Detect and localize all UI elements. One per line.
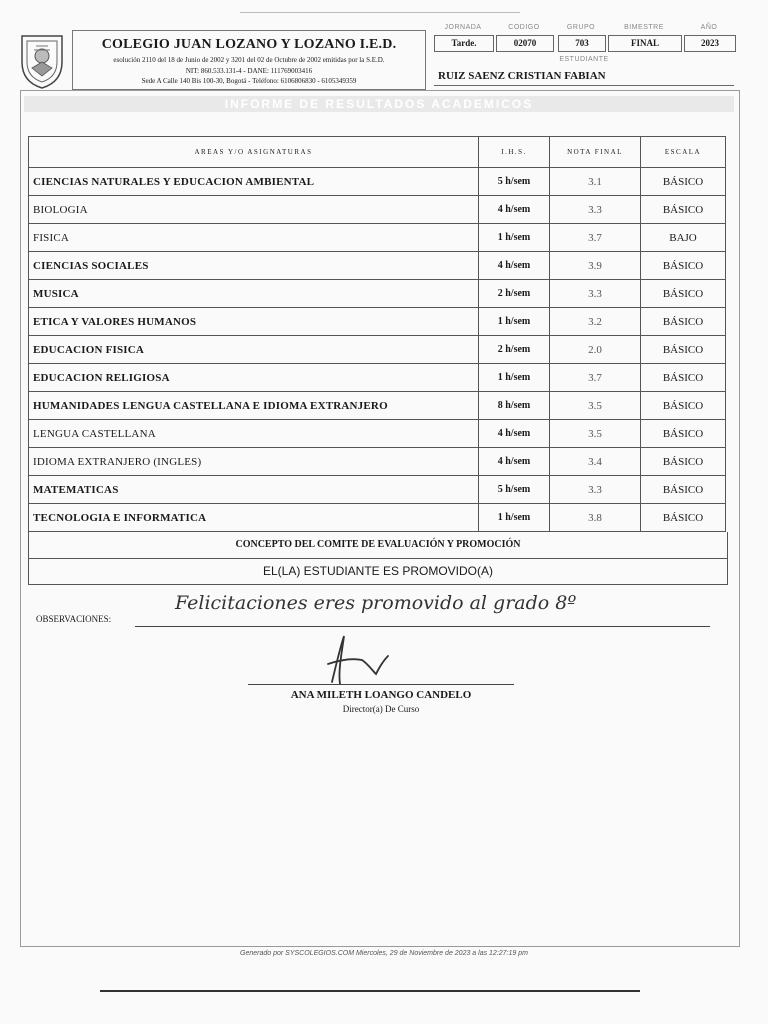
subject-cell: IDIOMA EXTRANJERO (INGLES): [29, 448, 479, 476]
jornada-value: Tarde.: [434, 35, 494, 52]
observations-label: OBSERVACIONES:: [36, 614, 112, 624]
promotion-result: EL(LA) ESTUDIANTE ES PROMOVIDO(A): [28, 558, 728, 585]
header-ihs: I.H.S.: [479, 137, 550, 168]
nota-final-cell: 3.5: [550, 420, 641, 448]
student-name: RUIZ SAENZ CRISTIAN FABIAN: [438, 70, 606, 82]
escala-cell: BÁSICO: [641, 476, 726, 504]
school-name: COLEGIO JUAN LOZANO Y LOZANO I.E.D.: [101, 37, 397, 52]
table-row: [29, 364, 726, 392]
anio-label: AÑO: [700, 24, 718, 31]
ihs-cell: 1 h/sem: [479, 504, 550, 532]
escala-cell: BÁSICO: [641, 280, 726, 308]
observations-handwritten: Felicitaciones eres promovido al grado 8º: [175, 592, 577, 614]
grades-table: [28, 136, 726, 532]
header-escala: ESCALA: [641, 137, 726, 168]
ihs-cell: 8 h/sem: [479, 392, 550, 420]
subject-cell: ETICA Y VALORES HUMANOS: [29, 308, 479, 336]
subject-cell: EDUCACION FISICA: [29, 336, 479, 364]
table-row: [29, 308, 726, 336]
subject-cell: CIENCIAS NATURALES Y EDUCACION AMBIENTAL: [29, 168, 479, 196]
generated-footer: Generado por SYSCOLEGIOS.COM Miercoles, 29 de Noviembre de 2023 a las 12:27:19 pm: [240, 950, 528, 957]
subject-cell: MATEMATICAS: [29, 476, 479, 504]
school-info-box: [72, 30, 426, 90]
director-name: ANA MILETH LOANGO CANDELO: [290, 689, 472, 701]
bimestre-value: FINAL: [608, 35, 682, 52]
anio-value: 2023: [684, 35, 736, 52]
student-box: [434, 65, 734, 86]
table-row: [29, 252, 726, 280]
top-scan-line: [240, 12, 520, 13]
table-row: [29, 504, 726, 532]
bottom-scan-line: [100, 990, 640, 992]
ihs-cell: 2 h/sem: [479, 280, 550, 308]
table-row: [29, 168, 726, 196]
escala-cell: BAJO: [641, 224, 726, 252]
header-nota: NOTA FINAL: [550, 137, 641, 168]
table-row: [29, 420, 726, 448]
committee-concept-title: CONCEPTO DEL COMITE DE EVALUACIÓN Y PROMOCIÓN: [28, 532, 728, 559]
escala-cell: BÁSICO: [641, 364, 726, 392]
ihs-cell: 4 h/sem: [479, 420, 550, 448]
subject-cell: EDUCACION RELIGIOSA: [29, 364, 479, 392]
table-row: [29, 224, 726, 252]
nota-final-cell: 3.3: [550, 280, 641, 308]
school-nit: NIT: 860.533.131-4 - DANE: 111769003416: [185, 67, 313, 75]
ihs-cell: 4 h/sem: [479, 448, 550, 476]
nota-final-cell: 3.8: [550, 504, 641, 532]
escala-cell: BÁSICO: [641, 420, 726, 448]
codigo-label: CODIGO: [508, 24, 540, 31]
nota-final-cell: 3.3: [550, 196, 641, 224]
jornada-label: JORNADA: [444, 24, 482, 31]
ihs-cell: 1 h/sem: [479, 308, 550, 336]
subject-cell: LENGUA CASTELLANA: [29, 420, 479, 448]
ihs-cell: 5 h/sem: [479, 476, 550, 504]
school-resolution: esolución 2110 del 18 de Junio de 2002 y 3201 del 02 de Octubre de 2002 emitidas por la S.E.D.: [113, 56, 385, 64]
report-title: INFORME DE RESULTADOS ACADEMICOS: [24, 96, 734, 112]
ihs-cell: 2 h/sem: [479, 336, 550, 364]
header-subject: AREAS Y/O ASIGNATURAS: [29, 137, 479, 168]
subject-cell: FISICA: [29, 224, 479, 252]
school-crest-icon: [18, 32, 66, 90]
escala-cell: BÁSICO: [641, 336, 726, 364]
nota-final-cell: 3.9: [550, 252, 641, 280]
table-header-row: [29, 137, 726, 168]
nota-final-cell: 3.7: [550, 364, 641, 392]
table-row: [29, 392, 726, 420]
grupo-label: GRUPO: [566, 24, 596, 31]
observations-line: [135, 626, 710, 627]
table-row: [29, 280, 726, 308]
ihs-cell: 1 h/sem: [479, 224, 550, 252]
nota-final-cell: 3.1: [550, 168, 641, 196]
codigo-value: 02070: [496, 35, 554, 52]
ihs-cell: 1 h/sem: [479, 364, 550, 392]
escala-cell: BÁSICO: [641, 392, 726, 420]
school-address: Sede A Calle 140 Bis 100-30, Bogotá - Teléfono: 6106806830 - 6105349359: [141, 77, 357, 85]
nota-final-cell: 3.2: [550, 308, 641, 336]
director-signature: [310, 630, 420, 690]
nota-final-cell: 3.5: [550, 392, 641, 420]
escala-cell: BÁSICO: [641, 448, 726, 476]
ihs-cell: 4 h/sem: [479, 252, 550, 280]
student-label: ESTUDIANTE: [559, 56, 609, 63]
bimestre-label: BIMESTRE: [624, 24, 664, 31]
table-row: [29, 448, 726, 476]
escala-cell: BÁSICO: [641, 196, 726, 224]
grupo-value: 703: [558, 35, 606, 52]
ihs-cell: 4 h/sem: [479, 196, 550, 224]
escala-cell: BÁSICO: [641, 308, 726, 336]
escala-cell: BÁSICO: [641, 252, 726, 280]
escala-cell: BÁSICO: [641, 504, 726, 532]
subject-cell: TECNOLOGIA E INFORMATICA: [29, 504, 479, 532]
nota-final-cell: 2.0: [550, 336, 641, 364]
table-row: [29, 336, 726, 364]
escala-cell: BÁSICO: [641, 168, 726, 196]
subject-cell: HUMANIDADES LENGUA CASTELLANA E IDIOMA EXTRANJERO: [29, 392, 479, 420]
nota-final-cell: 3.7: [550, 224, 641, 252]
table-row: [29, 196, 726, 224]
nota-final-cell: 3.3: [550, 476, 641, 504]
subject-cell: BIOLOGIA: [29, 196, 479, 224]
subject-cell: CIENCIAS SOCIALES: [29, 252, 479, 280]
ihs-cell: 5 h/sem: [479, 168, 550, 196]
subject-cell: MUSICA: [29, 280, 479, 308]
table-row: [29, 476, 726, 504]
signature-line: [248, 684, 514, 685]
director-role: Director(a) De Curso: [342, 704, 420, 714]
nota-final-cell: 3.4: [550, 448, 641, 476]
